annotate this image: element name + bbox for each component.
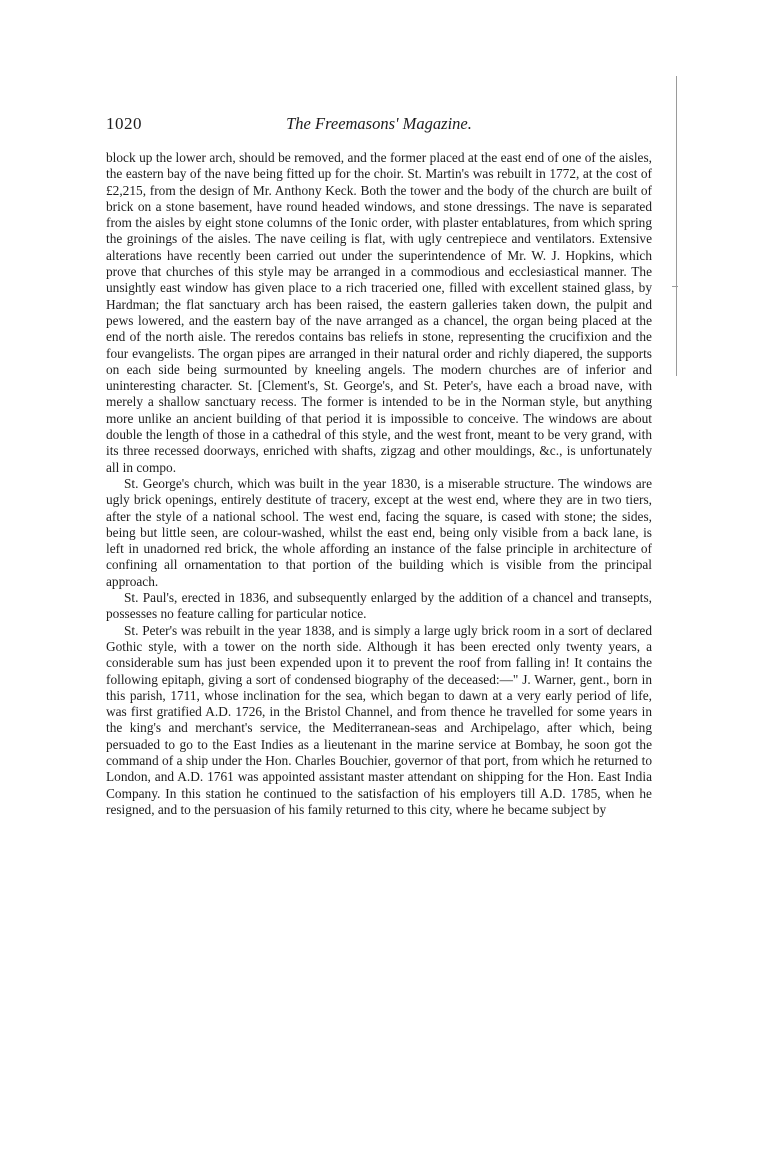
article-body (106, 150, 652, 818)
paragraph-st-martins: block up the lower arch, should be removed, and the former placed at the east end of one of the aisles, the eastern bay of the nave being fitted up for the choir. St. Martin's was rebuilt in 1772, at the cost of £2,215, from the design of Mr. Anthony Keck. Both the tower and the body of the church are built of brick on a stone basement, have round headed windows, and stone dressings. The nave is separated from the aisles by eight stone columns of the Ionic order, with plaster entablatures, from which spring the groinings of the aisles. The nave ceiling is flat, with ugly centrepiece and ventilators. Extensive alterations have recently been carried out under the superintendence of Mr. W. J. Hopkins, which prove that churches of this style may be arranged in a commodious and ecclesiastical manner. The unsightly east window has given place to a rich traceried one, filled with excellent stained glass, by Hardman; the flat sanctuary arch has been raised, the eastern galleries taken down, the pulpit and pews lowered, and the eastern bay of the nave arranged as a chancel, the organ being placed at the end of the north aisle. The reredos contains bas reliefs in stone, representing the crucifixion and the four evangelists. The organ pipes are arranged in their natural order and richly diapered, the supports on each side being surmounted by kneeling angels. The modern churches are of inferior and uninteresting character. St. [Clement's, St. George's, and St. Peter's, have each a broad nave, with merely a shallow sanctuary recess. The former is intended to be in the Norman style, but anything more unlike an ancient building of that period it is impossible to conceive. The windows are about double the length of those in a cathedral of this style, and the west front, meant to be very grand, with its three recessed doorways, enriched with shafts, zigzag and other mouldings, &c., is unfortunately all in compo. (106, 150, 652, 475)
paragraph-st-pauls: St. Paul's, erected in 1836, and subsequently enlarged by the addition of a chancel and transepts, possesses no feature calling for particular notice. (106, 590, 652, 622)
margin-rule (676, 76, 677, 376)
paragraph-st-georges: St. George's church, which was built in the year 1830, is a miserable structure. The windows are ugly brick openings, entirely destitute of tracery, except at the west end, where they are in two tiers, after the style of a national school. The west end, facing the square, is cased with stone; the sides, being but little seen, are colour-washed, whilst the east end, being only visible from a back lane, is left in unadorned red brick, the whole affording an instance of the false principle in architecture of confining all ornamentation to that portion of the building which is visible from the principal approach. (106, 475, 652, 589)
magazine-page (106, 112, 652, 818)
paragraph-st-peters: St. Peter's was rebuilt in the year 1838, and is simply a large ugly brick room in a sort of declared Gothic style, with a tower on the north side. Although it has been erected only twenty years, a considerable sum has just been expended upon it to prevent the roof from falling in! It contains the following epitaph, giving a sort of condensed biography of the deceased:—" J. Warner, gent., born in this parish, 1711, whose inclination for the sea, which began to dawn at a very early period of life, was first gratified A.D. 1726, in the Bristol Channel, and from thence he travelled for some years in the king's and merchant's service, the Mediterranean-seas and Archipelago, after which, being persuaded to go to the East Indies as a lieutenant in the marine service at Bombay, he soon got the command of a ship under the Hon. Charles Bouchier, governor of that port, from which he returned to London, and A.D. 1761 was appointed assistant master attendant on shipping for the Hon. East India Company. In this station he continued to the satisfaction of his employers till A.D. 1785, when he resigned, and to the persuasion of his family returned to this city, where he became subject by (106, 622, 652, 817)
margin-tick (672, 286, 678, 287)
page-number: 1020 (106, 114, 142, 133)
page-header (106, 112, 652, 140)
running-title: The Freemasons' Magazine. (286, 114, 472, 133)
